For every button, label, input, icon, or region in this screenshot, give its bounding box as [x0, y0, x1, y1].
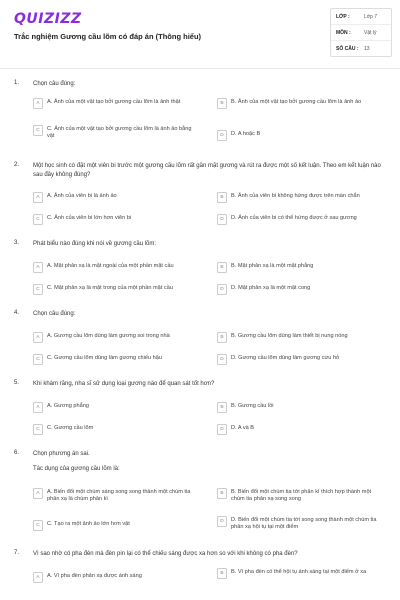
question-number: 5.: [14, 380, 20, 386]
option-letter: C: [33, 520, 43, 531]
page-title: Trắc nghiệm Gương cầu lõm có đáp án (Thông hiểu): [14, 32, 202, 41]
question-text: Chọn phương án sai.: [33, 451, 90, 457]
option-text: C. Ảnh của viên bi lớn hơn viên bi: [47, 215, 132, 221]
meta-value: 13: [364, 45, 370, 52]
question-text: Phát biểu nào đúng khi nói về gương cầu lõm:: [33, 241, 157, 247]
meta-label: SỐ CÂU :: [336, 45, 359, 52]
question-number: 1.: [14, 80, 20, 86]
meta-label: MÔN :: [336, 29, 351, 36]
option-letter: B: [217, 332, 227, 343]
question-number: 7.: [14, 550, 20, 556]
option-letter: B: [217, 98, 227, 109]
option-text: B. Mặt phản xạ là một mặt phẳng: [231, 263, 314, 269]
option-letter: A: [33, 98, 43, 109]
option-letter: A: [33, 332, 43, 343]
option-letter: A: [33, 402, 43, 413]
meta-value: Lớp 7: [364, 13, 378, 20]
option-letter: D: [217, 424, 227, 435]
quizizz-logo[interactable]: QUIZIZZ: [14, 11, 82, 27]
option-letter: B: [217, 192, 227, 203]
question-number: 4.: [14, 310, 20, 316]
meta-row-subject: [331, 25, 391, 41]
option-text: D. A hoặc B: [231, 131, 261, 137]
option-text: A. Vì pha đèn phản xạ được ánh sáng: [47, 573, 142, 579]
option-text: A. Ảnh của viên bi là ảnh ảo: [47, 193, 117, 199]
question-text: Vì sao nhờ có pha đèn mà đèn pin lại có thể chiếu sáng được xa hơn so với khi không có pha đèn?: [33, 551, 298, 557]
option-text: A. Gương phẳng: [47, 403, 89, 409]
option-letter: D: [217, 516, 227, 527]
option-letter: A: [33, 572, 43, 583]
option-letter: C: [33, 125, 43, 136]
option-text: C. Ảnh của một vật tạo bởi gương cầu lõm là ảnh ảo bằng vật: [47, 126, 192, 139]
option-text: B. Gương cầu lõm dùng làm thiết bị nung nóng: [231, 333, 348, 339]
meta-row-count: [331, 41, 391, 56]
option-text: B. Vì pha đèn có thể hội tụ ánh sáng tại một điểm ở xa: [231, 569, 367, 575]
option-text: A. Ảnh của một vật tạo bởi gương cầu lõm là ảnh thật: [47, 99, 181, 105]
option-text: D. Biến đổi một chùm tia tới song song thành một chùm tia phản xạ hội tụ tại một điểm: [231, 517, 377, 530]
option-text: C. Gương cầu lõm dùng làm gương chiếu hậu: [47, 355, 162, 361]
option-text: A. Mặt phản xạ là mặt ngoài của một phần mặt cầu: [47, 263, 174, 269]
option-text: B. Biến đổi một chùm tia tới phân kì thích hợp thành một chùm tia phản xạ song song: [231, 489, 372, 502]
question-text: Chọn câu đúng:: [33, 311, 76, 317]
question-text: Một học sinh có đặt một viên bi trước một gương cầu lõm rất gần mặt gương và rút ra được một số kết luận. Theo em kết luận nào sau đây không đúng?: [33, 163, 381, 178]
option-text: C. Mặt phản xạ là mặt trong của một phần mặt cầu: [47, 285, 173, 291]
option-text: A. Biến đổi một chùm sáng song song thành một chùm tia phản xạ là chùm phân kì: [47, 489, 191, 502]
option-text: B. Ảnh của một vật tạo bởi gương cầu lõm là ảnh ảo: [231, 99, 362, 105]
question-subtext: Tác dụng của gương cầu lõm là:: [33, 466, 120, 472]
meta-value: Vật lý: [364, 29, 377, 36]
option-letter: D: [217, 284, 227, 295]
option-letter: C: [33, 214, 43, 225]
option-letter: B: [217, 568, 227, 579]
header-divider: [0, 68, 400, 69]
option-text: D. Mặt phản xạ là một mặt cong: [231, 285, 311, 291]
option-letter: B: [217, 262, 227, 273]
question-text: Chọn câu đúng:: [33, 81, 76, 87]
option-text: C. Tạo ra một ảnh ảo lớn hơn vật: [47, 521, 130, 527]
option-letter: C: [33, 354, 43, 365]
question-number: 6.: [14, 450, 20, 456]
option-letter: C: [33, 284, 43, 295]
option-letter: B: [217, 488, 227, 499]
option-letter: C: [33, 424, 43, 435]
option-letter: D: [217, 354, 227, 365]
option-text: D. Ảnh của viên bi có thể hứng được ở sau gương: [231, 215, 357, 221]
question-text: Khi khám răng, nha sĩ sử dụng loại gương nào để quan sát tốt hơn?: [33, 381, 215, 387]
option-letter: D: [217, 130, 227, 141]
option-letter: B: [217, 402, 227, 413]
option-text: A. Gương cầu lõm dùng làm gương soi trong nhà: [47, 333, 170, 339]
question-number: 2.: [14, 162, 20, 168]
option-letter: D: [217, 214, 227, 225]
header: [0, 0, 400, 62]
meta-row-class: [331, 9, 391, 25]
option-letter: A: [33, 262, 43, 273]
option-text: D. Gương cầu lõm dùng làm gương cưu hỏ: [231, 355, 340, 361]
option-letter: A: [33, 488, 43, 499]
meta-label: LỚP :: [336, 13, 350, 20]
option-letter: A: [33, 192, 43, 203]
question-number: 3.: [14, 240, 20, 246]
option-text: B. Ảnh của viên bi không hứng được trên màn chắn: [231, 193, 360, 199]
option-text: B. Gương cầu lồi: [231, 403, 274, 409]
meta-box: [330, 8, 392, 57]
option-text: C. Gương cầu lõm: [47, 425, 94, 431]
option-text: D. A và B: [231, 425, 255, 431]
